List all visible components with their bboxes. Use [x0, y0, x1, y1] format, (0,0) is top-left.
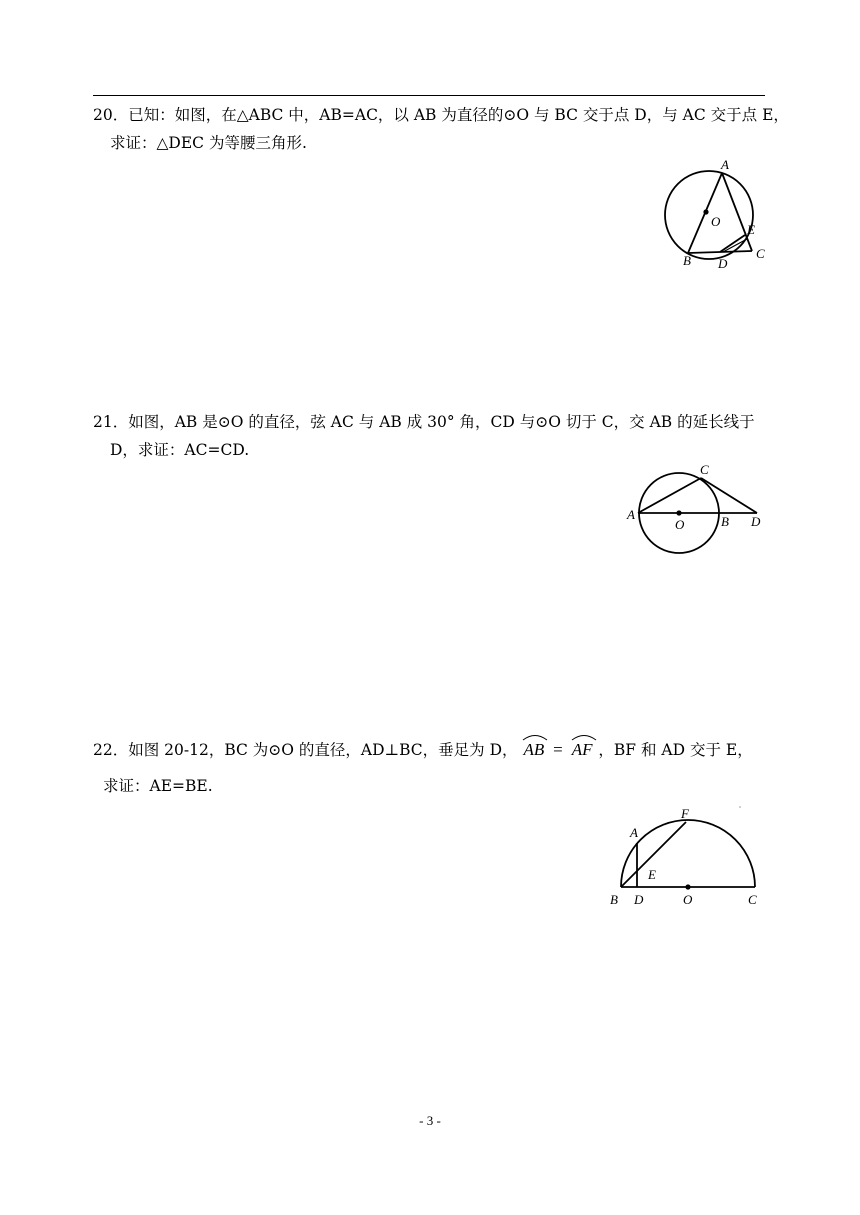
label-o: O: [675, 517, 685, 532]
label-c: C: [748, 892, 757, 907]
arc-ab: [522, 740, 545, 760]
arc-af-mark: [571, 733, 597, 741]
segment-ac: [638, 478, 701, 513]
label-e: E: [747, 222, 755, 237]
label-b: B: [610, 892, 618, 907]
label-a: A: [630, 825, 638, 840]
circle-o: [665, 171, 753, 259]
label-a: A: [721, 157, 729, 172]
label-e: E: [648, 867, 656, 882]
center-dot-o: [703, 209, 708, 214]
problem-21-figure: [620, 463, 770, 563]
problem-21-line-2: D，求证：AC=CD.: [110, 441, 250, 459]
problem-20-figure: [655, 155, 775, 275]
problem-22-text-before: 22．如图 20-12，BC 为⊙O 的直径，AD⊥BC，垂足为 D，: [93, 741, 518, 759]
label-c: C: [756, 246, 765, 261]
problem-21-line-1: 21．如图，AB 是⊙O 的直径，弦 AC 与 AB 成 30° 角，CD 与⊙O 切于 C，交 AB 的延长线于: [93, 413, 755, 431]
label-o: O: [711, 214, 721, 229]
segment-cd: [701, 478, 757, 513]
label-f: F: [681, 806, 689, 821]
label-b: B: [721, 514, 729, 529]
problem-22-text-after: ，BF 和 AD 交于 E，: [598, 741, 753, 759]
problem-22-line-1: [93, 740, 753, 760]
label-a: A: [627, 507, 635, 522]
header-rule: [93, 95, 765, 96]
segment-ac: [722, 173, 752, 251]
center-dot-o: [676, 510, 681, 515]
equals-sign: =: [553, 740, 563, 759]
problem-22-line-2: 求证：AE=BE.: [103, 777, 213, 795]
problem-20-line-2: 求证：△DEC 为等腰三角形.: [110, 134, 307, 152]
arc-af-label: AF: [571, 740, 593, 759]
label-o: O: [683, 892, 693, 907]
problem-20-line-1: 20．已知：如图，在△ABC 中，AB=AC，以 AB 为直径的⊙O 与 BC 交于点 D，与 AC 交于点 E，: [93, 106, 789, 124]
label-c: C: [700, 462, 709, 477]
arc-af: [571, 740, 594, 760]
semicircle: [621, 820, 755, 887]
page-number: - 3 -: [419, 1113, 441, 1128]
arc-ab-label: AB: [523, 740, 545, 759]
label-d: D: [751, 514, 761, 529]
segment-de: [720, 235, 745, 252]
label-d: D: [634, 892, 644, 907]
problem-22-figure: [605, 800, 770, 910]
center-dot-o: [685, 884, 690, 889]
stray-dot: [739, 806, 741, 808]
label-d: D: [718, 256, 728, 271]
arc-ab-mark: [522, 733, 548, 741]
label-b: B: [683, 253, 691, 268]
